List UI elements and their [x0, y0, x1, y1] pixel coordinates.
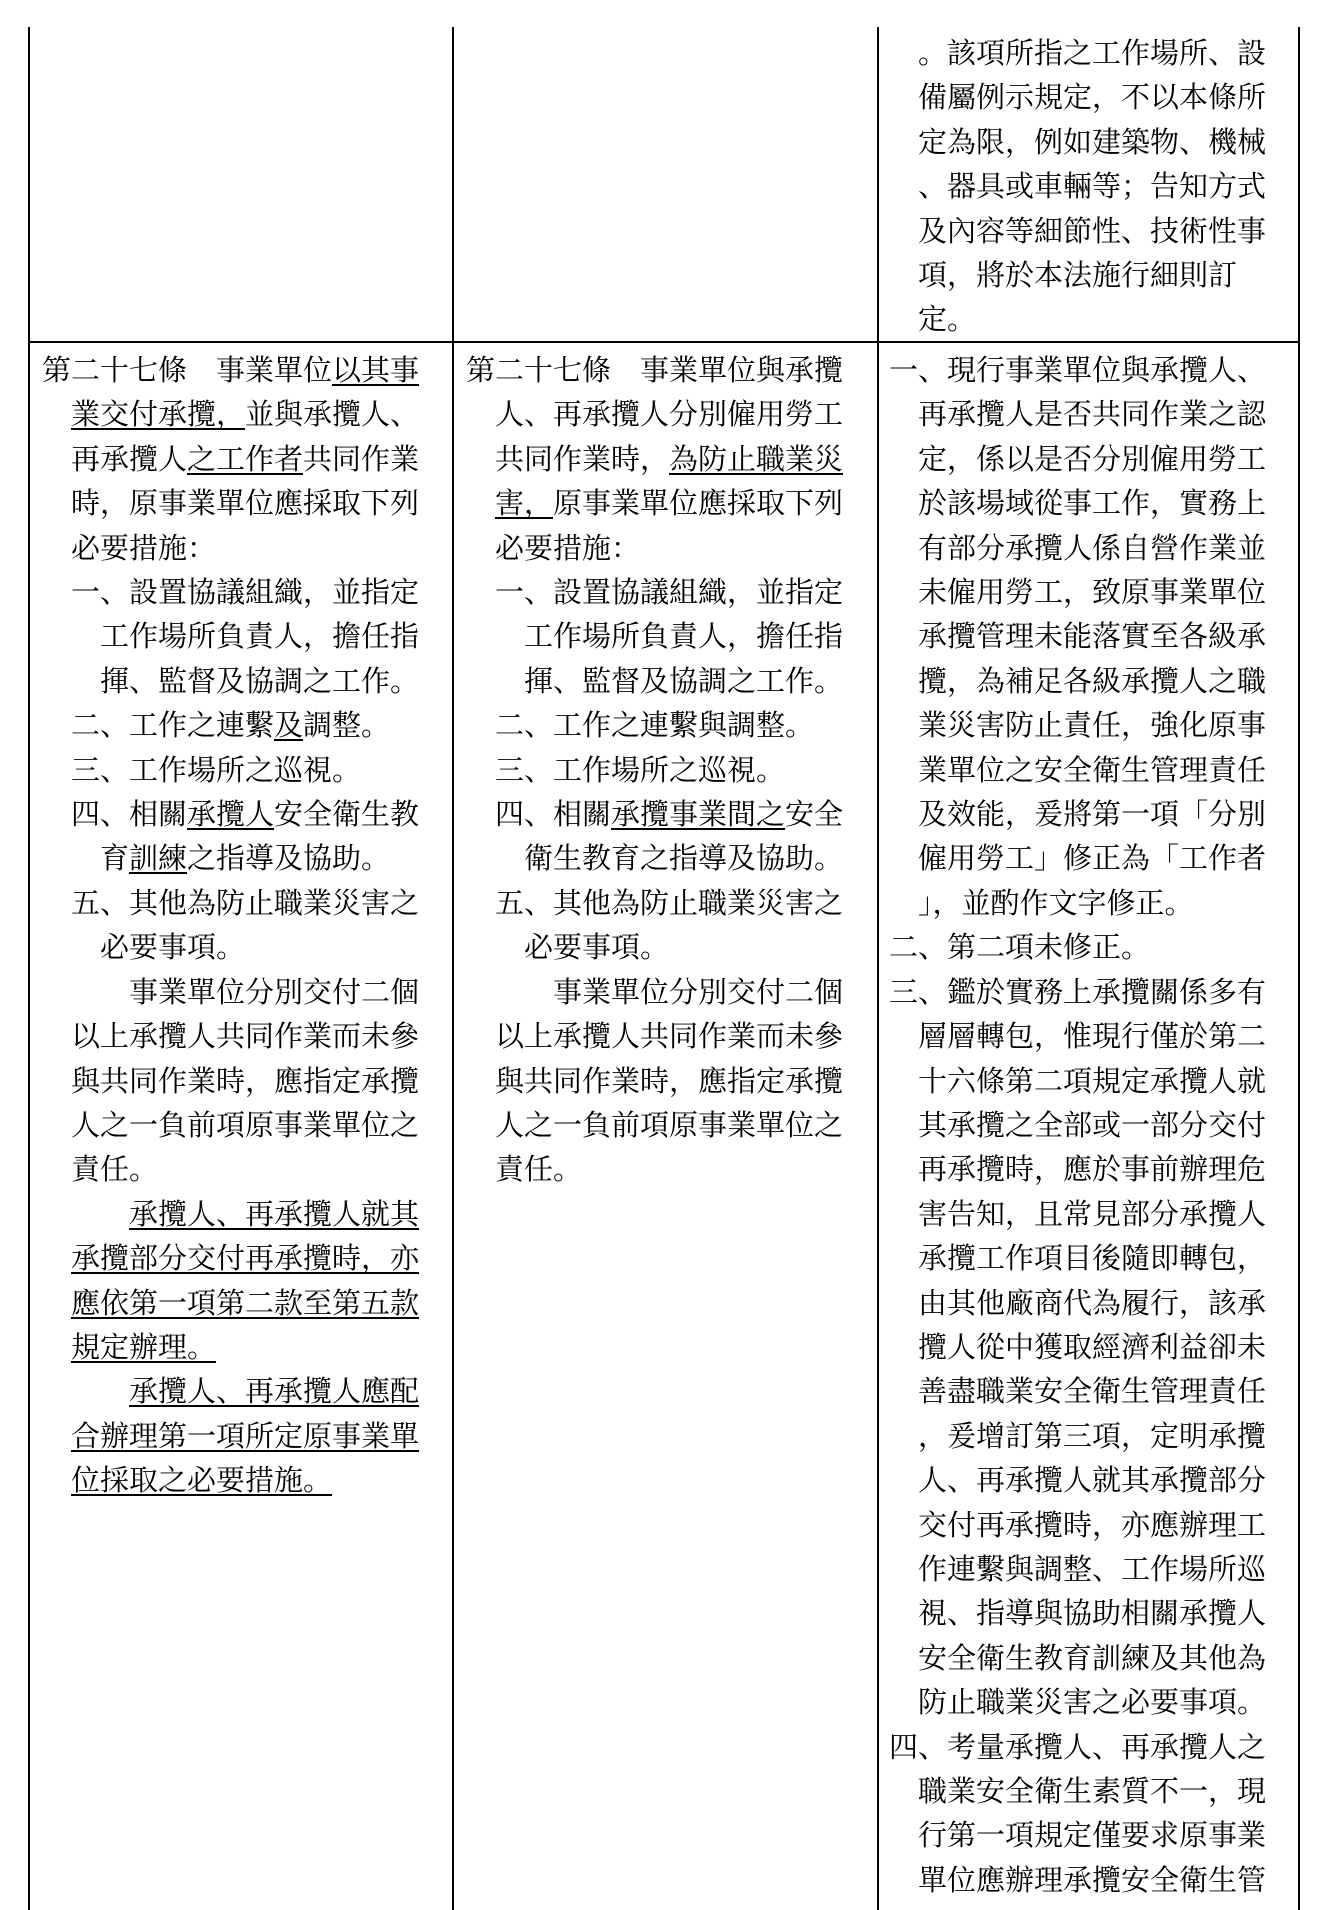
explanation-line: 於該場域從事工作，實務上: [918, 486, 1267, 521]
article-line: 三、工作場所之巡視。: [495, 752, 786, 787]
explanation-line: 由其他廠商代為履行，該承: [918, 1285, 1267, 1320]
article-line: 第二十七條 事業單位與承攬: [466, 353, 844, 387]
article-line: 責任。: [71, 1152, 159, 1187]
explanation-line: 三、鑑於實務上承攬關係多有: [889, 974, 1267, 1009]
explanation-line: 、器具或車輛等；告知方式: [918, 169, 1267, 204]
explanation-line: 僱用勞工」修正為「工作者: [918, 841, 1267, 876]
explanation-line: 其承攬之全部或一部分交付: [918, 1107, 1267, 1142]
explanation-line: 十六條第二項規定承攬人就: [918, 1063, 1267, 1098]
article-line: 工作場所負責人，擔任指: [524, 619, 844, 654]
explanation-line: 及效能，爰將第一項「分別: [918, 797, 1267, 832]
explanation-line: 善盡職業安全衛生管理責任: [918, 1374, 1267, 1409]
explanation-line: 再承攬時，應於事前辦理危: [918, 1152, 1267, 1187]
article-line: 事業單位分別交付二個: [129, 974, 420, 1009]
amended-article-cell: [42, 348, 419, 1503]
table-border-right: [1298, 27, 1300, 1910]
article-line: 人、再承攬人分別僱用勞工: [495, 397, 844, 432]
article-line: 以上承攬人共同作業而未參: [71, 1019, 420, 1054]
explanation-line: 及內容等細節性、技術性事: [918, 213, 1267, 248]
article-line: 人之一負前項原事業單位之: [495, 1107, 844, 1142]
column-divider-1: [452, 27, 454, 1910]
row1-explanation-cell: [889, 31, 1266, 342]
article-line: 責任。: [495, 1152, 583, 1187]
article-line: 共同作業時，為防止職業災: [495, 441, 844, 476]
article-line: 一、設置協議組織，並指定: [71, 575, 420, 610]
article-line: 再承攬人之工作者共同作業: [71, 441, 420, 476]
explanation-line: 一、現行事業單位與承攬人、: [889, 353, 1267, 387]
article-line: 三、工作場所之巡視。: [71, 752, 362, 787]
article-line: 五、其他為防止職業災害之: [71, 885, 420, 920]
article-line: 害，原事業單位應採取下列: [495, 486, 844, 521]
article-line: 育訓練之指導及協助。: [100, 841, 391, 876]
article-line: 必要措施：: [495, 530, 641, 565]
current-article-cell: [466, 348, 843, 1192]
explanation-line: 職業安全衛生素質不一，現: [918, 1774, 1267, 1808]
article-line: 衛生教育之指導及協助。: [524, 841, 844, 876]
article-line: 業交付承攬，並與承攬人、: [71, 397, 420, 432]
article-line: 四、相關承攬人安全衛生教: [71, 797, 420, 832]
article-line: 一、設置協議組織，並指定: [495, 575, 844, 610]
explanation-line: 四、考量承攬人、再承攬人之: [889, 1729, 1267, 1764]
table-border-left: [28, 27, 30, 1910]
article-line: 與共同作業時，應指定承攬: [495, 1063, 844, 1098]
article-line: 以上承攬人共同作業而未參: [495, 1019, 844, 1054]
explanation-line: 承攬工作項目後隨即轉包，: [918, 1241, 1267, 1276]
article-line: 必要事項。: [100, 930, 246, 965]
explanation-line: 安全衛生教育訓練及其他為: [918, 1640, 1267, 1675]
explanation-line: 定。: [918, 302, 977, 337]
explanation-line: 攬人從中獲取經濟利益卻未: [918, 1329, 1267, 1364]
explanation-line: 層層轉包，惟現行僅於第二: [918, 1019, 1267, 1054]
explanation-line: 防止職業災害之必要事項。: [918, 1685, 1267, 1720]
explanation-line: 害告知，且常見部分承攬人: [918, 1196, 1267, 1231]
article-line: 第二十七條 事業單位以其事: [42, 353, 420, 387]
article-line: 承攬部分交付再承攬時，亦: [71, 1241, 420, 1276]
explanation-line: ，爰增訂第三項，定明承攬: [918, 1418, 1267, 1453]
article-line: 規定辦理。: [71, 1329, 217, 1364]
article-line: 應依第一項第二款至第五款: [71, 1285, 420, 1320]
explanation-line: 未僱用勞工，致原事業單位: [918, 575, 1267, 610]
article-line: 合辦理第一項所定原事業單: [71, 1418, 420, 1453]
explanation-line: 項，將於本法施行細則訂: [918, 258, 1238, 293]
comparison-table: [28, 27, 1300, 1910]
article-line: 位採取之必要措施。: [71, 1463, 333, 1498]
explanation-line: 二、第二項未修正。: [889, 930, 1151, 965]
explanation-line: 作連繫與調整、工作場所巡: [918, 1551, 1267, 1586]
article-line: 四、相關承攬事業間之安全: [495, 797, 844, 832]
explanation-line: 行第一項規定僅要求原事業: [918, 1818, 1267, 1853]
explanation-line: 攬，為補足各級承攬人之職: [918, 663, 1267, 698]
article-line: 揮、監督及協調之工作。: [100, 663, 420, 698]
article-line: 時，原事業單位應採取下列: [71, 486, 420, 521]
explanation-line: 承攬管理未能落實至各級承: [918, 619, 1267, 654]
article-line: 揮、監督及協調之工作。: [524, 663, 844, 698]
article-line: 二、工作之連繫及調整。: [71, 708, 391, 743]
explanation-line: 備屬例示規定，不以本條所: [918, 80, 1267, 115]
article-line: 承攬人、再承攬人就其: [129, 1196, 420, 1231]
explanation-line: 單位應辦理承攬安全衛生管: [918, 1862, 1267, 1897]
article-line: 人之一負前項原事業單位之: [71, 1107, 420, 1142]
explanation-line: 。該項所指之工作場所、設: [918, 36, 1267, 70]
explanation-line: 業災害防止責任，強化原事: [918, 708, 1267, 743]
explanation-line: 人、再承攬人就其承攬部分: [918, 1463, 1267, 1498]
article-line: 五、其他為防止職業災害之: [495, 885, 844, 920]
article-line: 與共同作業時，應指定承攬: [71, 1063, 420, 1098]
explanation-line: 交付再承攬時，亦應辦理工: [918, 1507, 1267, 1542]
article-line: 承攬人、再承攬人應配: [129, 1374, 420, 1409]
article-line: 二、工作之連繫與調整。: [495, 708, 815, 743]
column-divider-2: [877, 27, 879, 1910]
explanation-line: 」，並酌作文字修正。: [918, 885, 1194, 920]
explanation-line: 業單位之安全衛生管理責任: [918, 752, 1267, 787]
article-line: 必要措施：: [71, 530, 217, 565]
article-line: 事業單位分別交付二個: [553, 974, 844, 1009]
article-line: 工作場所負責人，擔任指: [100, 619, 420, 654]
explanation-line: 視、指導與協助相關承攬人: [918, 1596, 1267, 1631]
article-line: 必要事項。: [524, 930, 670, 965]
explanation-line: 再承攬人是否共同作業之認: [918, 397, 1267, 432]
explanation-line: 有部分承攬人係自營作業並: [918, 530, 1267, 565]
explanation-line: 定，係以是否分別僱用勞工: [918, 441, 1267, 476]
explanation-cell: [889, 348, 1266, 1902]
explanation-line: 定為限，例如建築物、機械: [918, 124, 1267, 159]
